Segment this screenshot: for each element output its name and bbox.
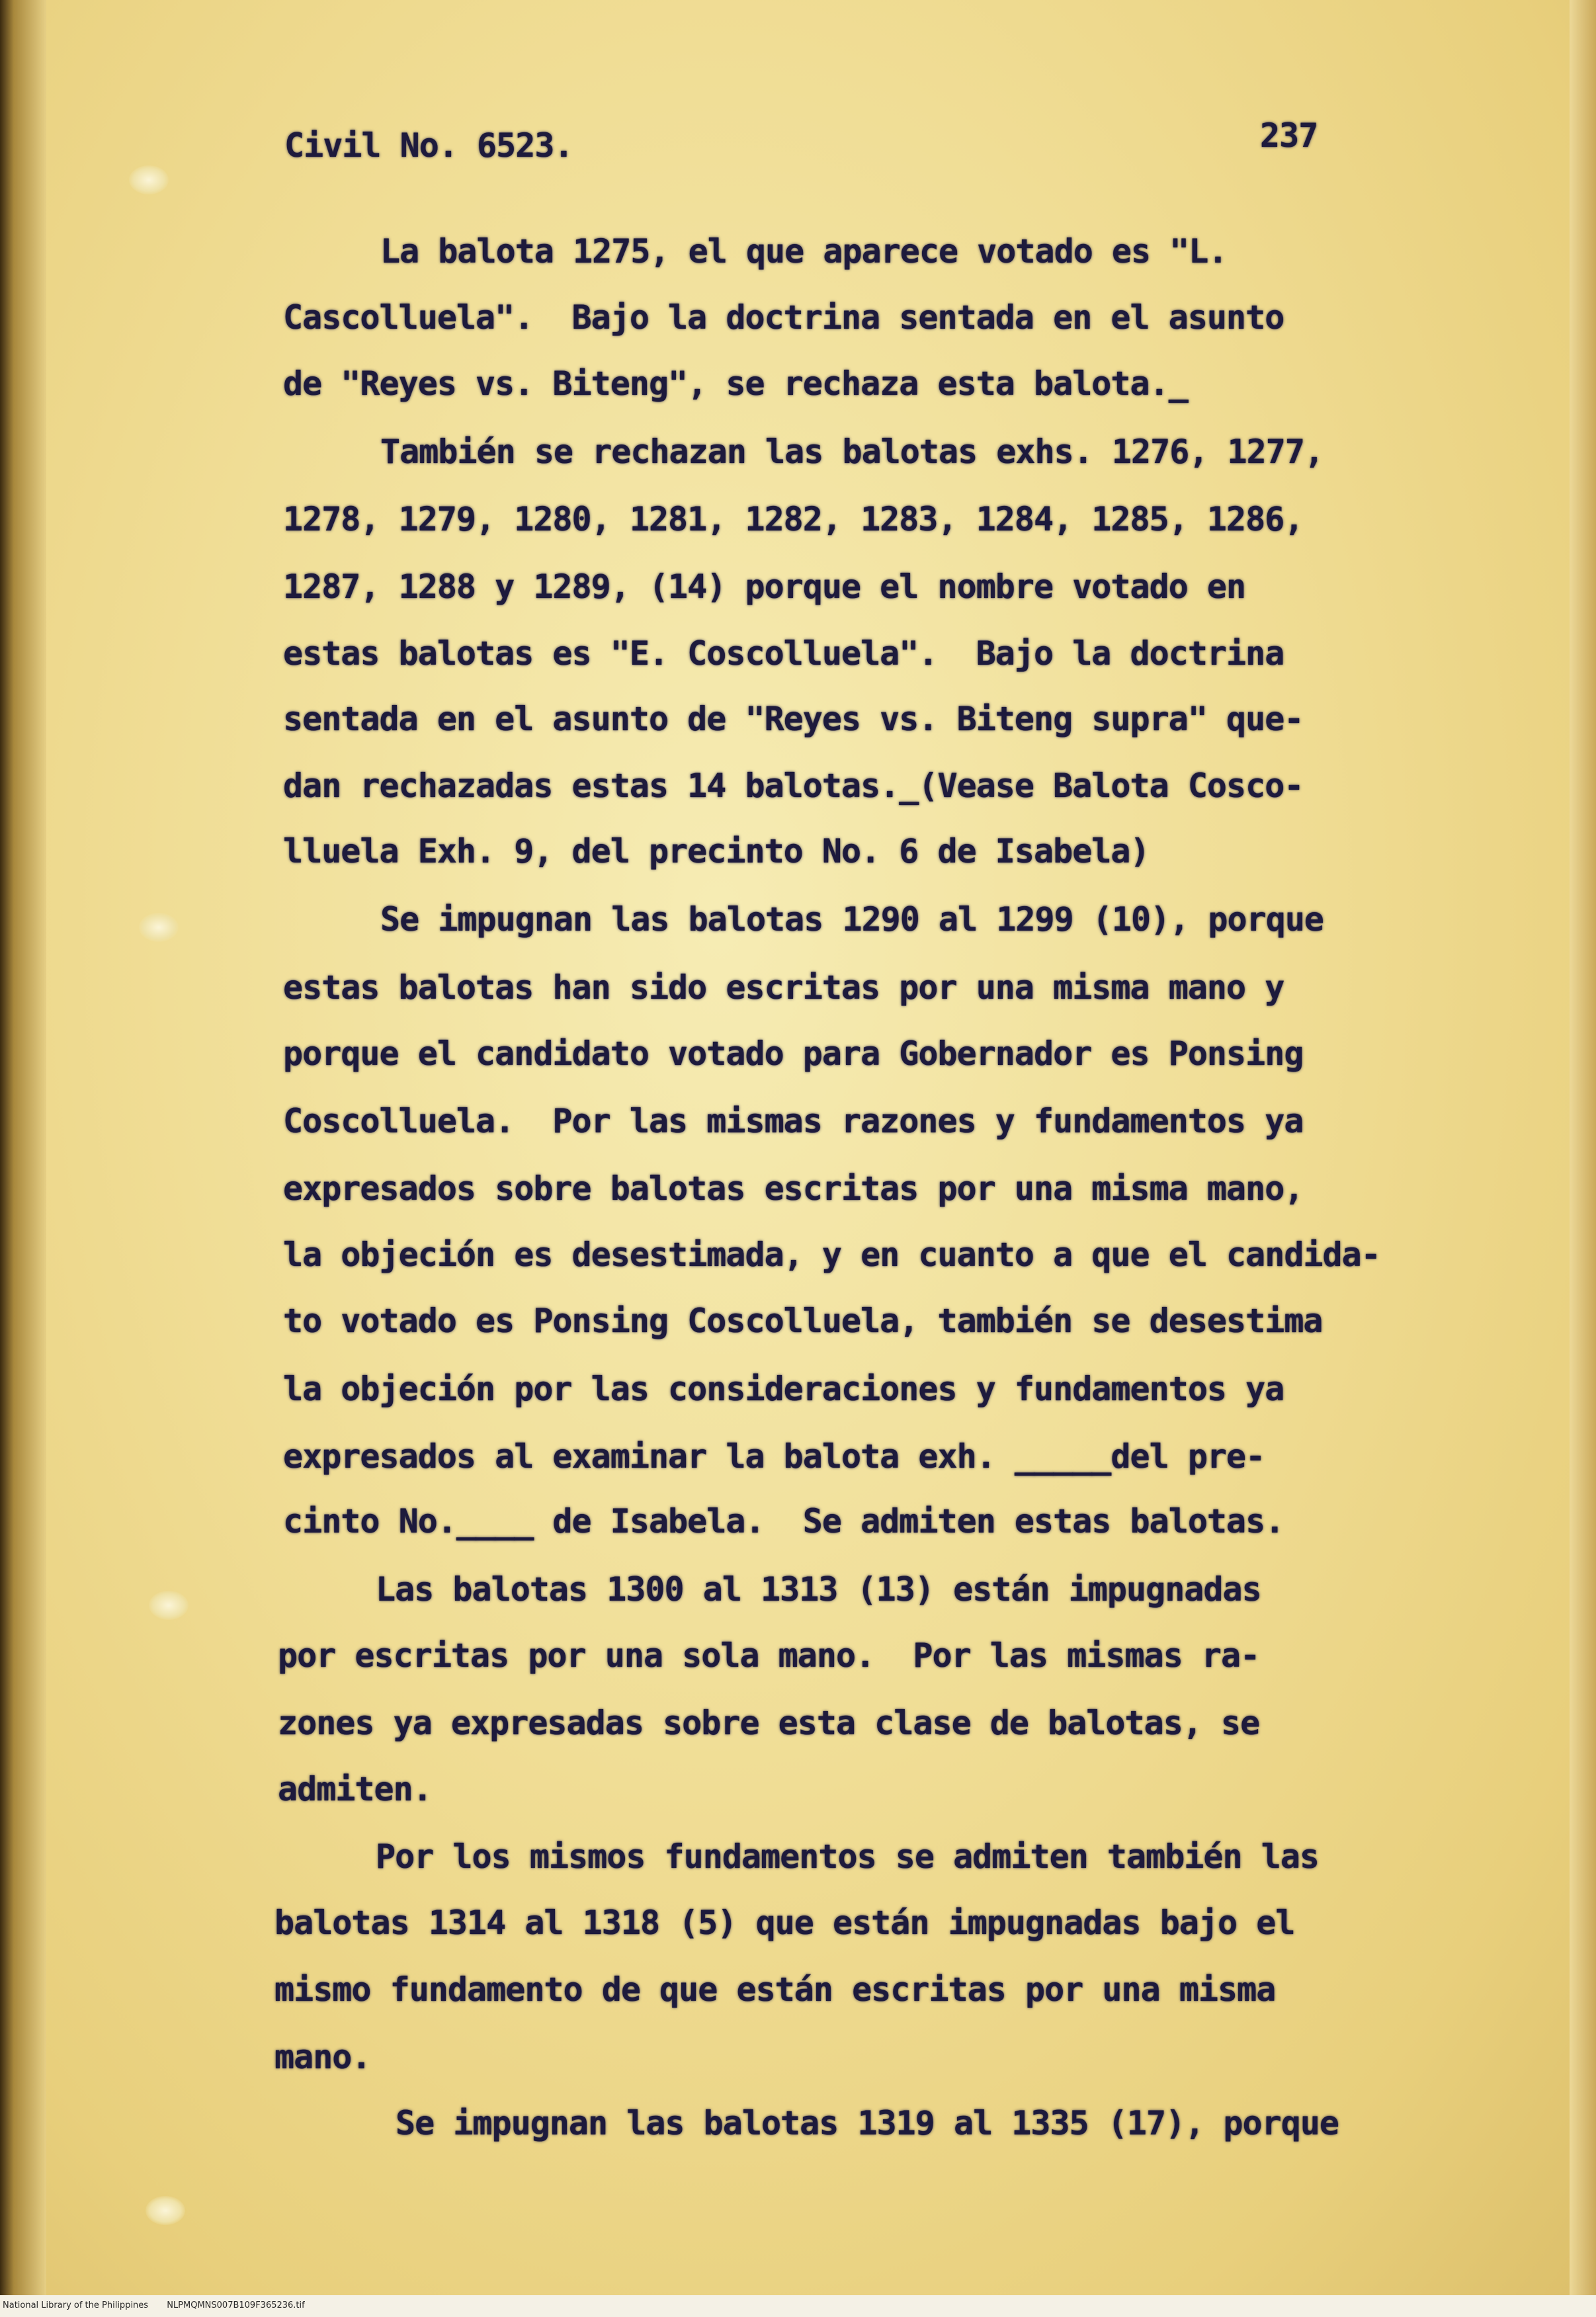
text-line: mano.	[274, 2038, 371, 2076]
text-line: to votado es Ponsing Coscolluela, también se desestima	[283, 1302, 1323, 1340]
text-line: la objeción es desestimada, y en cuanto a que el candida-	[283, 1236, 1380, 1274]
page-edge-right	[1570, 0, 1596, 2295]
footer-file-id: NLPMQMNS007B109F365236.tif	[167, 2300, 305, 2310]
text-line: Coscolluela. Por las mismas razones y fundamentos ya	[283, 1102, 1304, 1140]
text-line: expresados sobre balotas escritas por una misma mano,	[283, 1169, 1304, 1208]
text-line: Cascolluela". Bajo la doctrina sentada en el asunto	[283, 298, 1284, 337]
text-line: También se rechazan las balotas exhs. 1276, 1277,	[380, 433, 1324, 471]
text-line: lluela Exh. 9, del precinto No. 6 de Isabela)	[283, 832, 1150, 870]
paper-hole-mark	[139, 913, 179, 942]
text-line: de "Reyes vs. Biteng", se rechaza esta balota._	[283, 364, 1188, 403]
paper-hole-mark	[146, 2196, 185, 2225]
footer-library: National Library of the Philippines	[3, 2300, 149, 2310]
text-line: cinto No.____ de Isabela. Se admiten estas balotas.	[283, 1502, 1284, 1540]
case-number: Civil No. 6523.	[284, 126, 573, 165]
text-line: Por los mismos fundamentos se admiten también las	[376, 1837, 1320, 1876]
scan-footer	[3, 2300, 321, 2310]
text-line: Las balotas 1300 al 1313 (13) están impugnadas	[376, 1570, 1261, 1609]
text-line: dan rechazadas estas 14 balotas._(Vease Balota Cosco-	[283, 767, 1304, 805]
text-line: mismo fundamento de que están escritas por una misma	[274, 1970, 1276, 2009]
text-line: la objeción por las consideraciones y fundamentos ya	[283, 1370, 1284, 1408]
paper-hole-mark	[149, 1591, 189, 1620]
page-number: 237	[1260, 116, 1318, 155]
text-line: 1287, 1288 y 1289, (14) porque el nombre votado en	[283, 568, 1246, 606]
text-line: admiten.	[278, 1770, 432, 1808]
text-line: porque el candidato votado para Gobernador es Ponsing	[283, 1034, 1304, 1073]
text-line: zones ya expresadas sobre esta clase de balotas, se	[278, 1704, 1260, 1742]
paper-hole-mark	[129, 165, 169, 194]
page-edge-left	[0, 0, 46, 2295]
text-line: estas balotas es "E. Coscolluela". Bajo la doctrina	[283, 634, 1284, 673]
text-line: 1278, 1279, 1280, 1281, 1282, 1283, 1284, 1285, 1286,	[283, 500, 1304, 538]
text-line: expresados al examinar la balota exh. _____del pre-	[283, 1437, 1265, 1476]
text-line: Se impugnan las balotas 1319 al 1335 (17), porque	[396, 2104, 1339, 2142]
text-line: estas balotas han sido escritas por una misma mano y	[283, 968, 1284, 1007]
text-line: sentada en el asunto de "Reyes vs. Biteng supra" que-	[283, 700, 1304, 738]
text-line: por escritas por una sola mano. Por las mismas ra-	[278, 1636, 1260, 1675]
text-line: La balota 1275, el que aparece votado es "L.	[380, 232, 1228, 271]
text-line: balotas 1314 al 1318 (5) que están impugnadas bajo el	[274, 1904, 1295, 1942]
text-line: Se impugnan las balotas 1290 al 1299 (10), porque	[380, 900, 1324, 939]
